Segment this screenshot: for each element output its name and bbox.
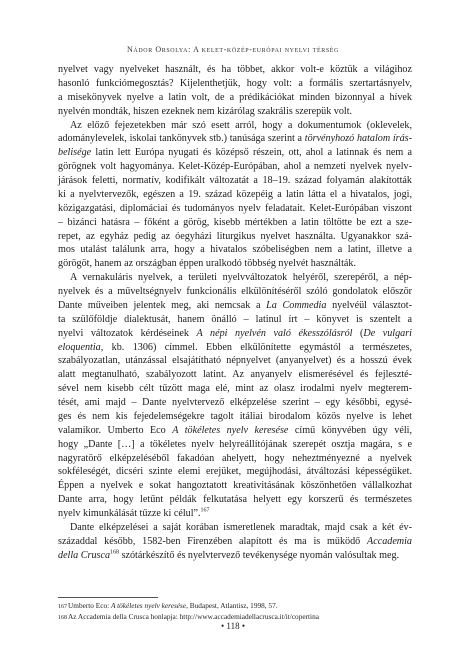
- text-line: [58, 63, 412, 77]
- text-segment: nyelvén mondták, hiszen ezeknek nem kizárólag szakrális szerepük volt.: [58, 105, 353, 117]
- italic-text: La Commedia: [266, 299, 327, 311]
- text-segment: szabályozatlan, utánzással elsajátítható népnyelvet (anyanyelvet) és a hosszú évek: [58, 355, 412, 367]
- text-line: [58, 535, 412, 549]
- text-line: [58, 493, 412, 507]
- text-segment: Dante elképzelései a saját korában ismeretlenek maradtak, majd csak a két év-: [70, 521, 412, 533]
- text-line: [58, 230, 412, 244]
- body-text: [58, 63, 412, 563]
- text-segment: görögnek volt hagyománya. Kelet-Közép-Európában, ahol a nemzeti nyelvek nyelv-: [58, 161, 412, 173]
- text-segment: ta szülőföldje dialektusát, hanem önálló – latinul írt – könyvet is szentelt a: [58, 313, 412, 325]
- text-line: [58, 382, 412, 396]
- text-line: [58, 410, 412, 424]
- text-line: [58, 438, 412, 452]
- text-line: [58, 479, 412, 493]
- text-line: [58, 549, 412, 563]
- footnote-separator: [58, 597, 158, 598]
- text-line: [58, 299, 412, 313]
- italic-text: A tökéletes nyelv keresése: [172, 424, 289, 436]
- text-line: [58, 160, 412, 174]
- text-line: [58, 188, 412, 202]
- text-line: [58, 354, 412, 368]
- text-segment: szótárkészítő és nyelvtervező tevékenysége nyomán valósultak meg.: [119, 549, 400, 561]
- text-segment: nyelvi változatok kérdéseinek: [58, 327, 197, 339]
- footnote-ref: 167: [200, 507, 210, 514]
- text-segment: Éppen a nyelvek e sokat hangoztatott kreativitásának köszönhetően vállalkozhat: [58, 480, 412, 492]
- text-segment: Az Accademia della Crusca honlapja: http://www.accademiadellacrusca.it/it/copertina: [68, 612, 319, 621]
- text-line: [58, 216, 412, 230]
- italic-text: della Crusca: [58, 549, 111, 561]
- text-segment: Dante műveiben jelentek meg, aki nemcsak a: [58, 299, 267, 311]
- text-segment: valamikor. Umberto Eco: [58, 424, 173, 436]
- text-segment: ki a nyelvtervezők, egészen a 19. század közepéig a latin látta el a hivatalos, jogi,: [58, 188, 412, 200]
- text-line: [58, 146, 412, 160]
- text-line: [58, 507, 412, 521]
- text-line: [58, 368, 412, 382]
- footnote-number: 167: [58, 604, 67, 610]
- text-segment: Umberto Eco:: [68, 601, 111, 610]
- text-segment: nyelvéül választot-: [326, 299, 412, 311]
- text-segment: Az előző fejezetekben már szó esett arról, hogy a dokumentumok (oklevelek,: [70, 119, 412, 131]
- text-segment: , Budapest, Atlantisz, 1998, 57.: [186, 601, 278, 610]
- text-segment: hogy „Dante […] a tökéletes nyelv helyreállítójának szerepét osztja magára, s e: [58, 438, 412, 450]
- text-line: [58, 174, 412, 188]
- running-header: Nádor Orsolya: A kelet-közép-európai nyelvi térség: [127, 45, 339, 54]
- text-segment: járások feletti, normatív, kodifikált változatát a 18–19. század folyamán alakították: [58, 175, 412, 186]
- footnote-ref: 168: [110, 549, 120, 556]
- text-segment: Dante arra, hogy letűnt példák felkutatása helyett egy korszerű és természetes: [58, 494, 412, 506]
- text-segment: sokféleségét, dicséri szinte elemi erejüket, megújhodási, átváltozási képességüket.: [58, 466, 412, 478]
- footnote-number: 168: [58, 615, 67, 621]
- text-segment: A vernakuláris nyelvek, a területi nyelvváltozatok helyéről, szerepéről, a nép-: [70, 272, 412, 284]
- text-line: [58, 132, 412, 146]
- text-line: [58, 396, 412, 410]
- text-segment: közigazgatási, diplomáciai és tudományos nyelv feladatait. Kelet-Európában viszont: [58, 202, 412, 214]
- text-segment: tését, ami majd – Dante nyelvtervező elképzelése szerint – egy későbbi, egysé-: [58, 397, 412, 408]
- text-line: [58, 341, 412, 355]
- text-segment: ges és nem kis fejedelemségekre tagolt itáliai birodalom közös nyelve is lehet: [58, 410, 412, 422]
- text-line: [58, 202, 412, 216]
- text-segment: repet, az egyház pedig az óegyházi liturgikus nyelvet használta. Ugyanakkor szá-: [58, 230, 412, 242]
- text-segment: nyelvek és a műveltségnyelv funkcionális elkülönítéséről szóló gondolatok először: [58, 286, 412, 297]
- text-line: [58, 327, 412, 341]
- text-segment: görögöt, hanem az országban éppen uralkodó többség nyelvét használták.: [58, 258, 357, 270]
- text-line: [58, 91, 412, 105]
- text-line: [58, 452, 412, 466]
- italic-text: törvényhozó hatalom írás-: [304, 133, 412, 145]
- italic-text: Accademia: [367, 535, 412, 547]
- text-segment: alatt megtanulható, szabályozott latint. Az anyanyelv elismerésével és fejleszté-: [58, 369, 412, 381]
- text-segment: – bizánci hatásra – főként a görög, kisebb mértékben a latin töltötte be ezt a sze-: [58, 216, 412, 228]
- text-segment: című könyvében úgy véli,: [288, 424, 412, 436]
- italic-text: belisége: [58, 147, 92, 159]
- text-segment: nagyratörő elképzeléséből fakadóan ahelyett, hogy neheztményezné a nyelvek: [58, 452, 412, 464]
- text-segment: sével nem kisebb célt tűzött maga elé, mint az olasz irodalmi nyelv megterem-: [58, 383, 412, 395]
- italic-text: A népi nyelvén való ékesszólásról: [196, 327, 353, 339]
- text-segment: a misekönyvek nyelve a latin volt, de a prédikációkat minden bizonnyal a hívek: [58, 91, 412, 103]
- page-number: • 118 •: [221, 621, 245, 631]
- text-segment: kb. 1306) címmel. Ebben elkülönítette egymástól a természetes,: [103, 341, 412, 353]
- text-line: [58, 257, 412, 271]
- text-line: [58, 271, 412, 285]
- text-line: [58, 243, 412, 257]
- text-segment: (: [352, 327, 364, 339]
- text-segment: mos utalást találunk arra, hogy a hivatalos szóbeliségben nem a latint, illetve a: [58, 244, 412, 256]
- text-segment: hasonló funkciómegosztás? Kijelenthetjük, hogy volt: a formális szertartásnyelv,: [58, 77, 412, 89]
- text-line: [58, 77, 412, 91]
- italic-text: De vulgari: [363, 327, 412, 339]
- text-line: [58, 521, 412, 535]
- footnote: [58, 601, 412, 612]
- text-line: [58, 105, 412, 119]
- text-segment: latin lett Európa nyugati és középső részein, ott, ahol a latinnak és nem a: [91, 147, 412, 159]
- italic-text: A tökéletes nyelv keresése: [110, 601, 187, 610]
- text-line: [58, 313, 412, 327]
- text-segment: adománylevelek, iskolai tankönyvek stb.) tanúsága szerint a: [58, 133, 305, 145]
- footnotes: [58, 601, 412, 623]
- text-line: [58, 465, 412, 479]
- text-segment: nyelvet vagy nyelveket használt, és ha többet, akkor volt-e köztük a világihoz: [58, 64, 412, 75]
- text-segment: nyelv kimunkálását tűzze ki célul”.: [58, 508, 201, 519]
- text-line: [58, 424, 412, 438]
- text-segment: századdal később, 1582-ben Firenzében alapított és ma is működő: [58, 535, 368, 547]
- text-line: [58, 285, 412, 299]
- italic-text: eloquentia,: [58, 341, 104, 353]
- text-line: [58, 119, 412, 133]
